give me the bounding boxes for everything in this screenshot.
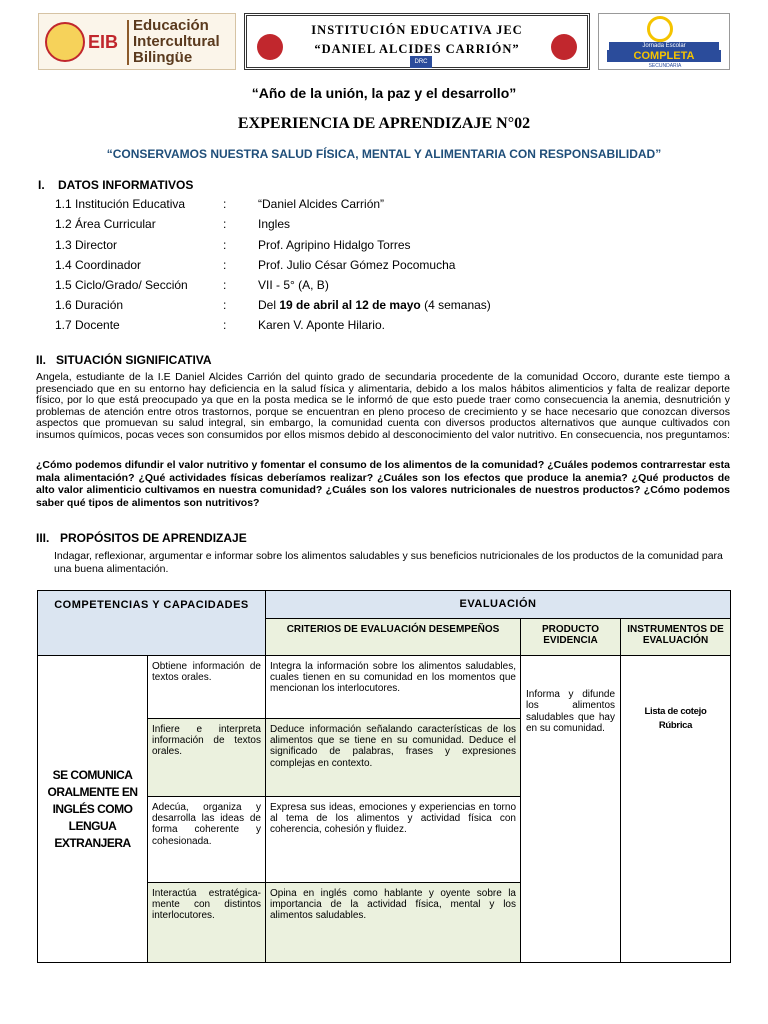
capacity-cell: Infiere e interpreta información de textos orales. [147,718,266,797]
logo-divider [127,20,129,65]
info-colon: : [223,258,227,272]
header-competencias: COMPETENCIAS Y CAPACIDADES [37,590,266,656]
guiding-questions: ¿Cómo podemos difundir el valor nutritivo y fomentar el consumo de los alimentos de la comunidad? ¿Cuáles podemos contrarrestar esta mala alimentación? ¿Qué actividades físicas deberíamos realizar? ¿Cuáles son los efectos que produce la anemia? ¿Qué productos de alto valor alimenticio cultivamos en nuestra comunidad? ¿Cuáles son los valores nutricionales de nuestros productos? ¿Cómo podemos saber qué tipos de alimentos son nutritivos? [36,459,730,509]
info-value: Ingles [258,217,291,231]
duration-dates: 19 de abril al 12 de mayo [279,298,421,312]
eib-text [133,18,220,66]
criteria-cell: Integra la información sobre los alimentos saludables, cuales tienen en su comunidad en los momentos que mencionan los interlocutores. [265,655,521,719]
criteria-cell: Opina en inglés como hablante y oyente sobre la importancia de la actividad física, mental y los alimentos saludables. [265,882,521,963]
capacity-cell: Interactúa estratégica- mente con distintos interlocutores. [147,882,266,963]
info-value: VII - 5° (A, B) [258,278,329,292]
info-colon: : [223,278,227,292]
experience-theme: “CONSERVAMOS NUESTRA SALUD FÍSICA, MENTAL Y ALIMENTARIA CON RESPONSABILIDAD” [106,147,662,161]
header-producto: PRODUCTO EVIDENCIA [520,618,621,656]
jec-logo [598,13,730,70]
header-evaluacion: EVALUACIÓN [265,590,731,619]
drc-shield-icon: DRC [410,56,432,68]
duration-prefix: Del [258,298,277,312]
info-value: Prof. Agripino Hidalgo Torres [258,238,411,252]
clock-icon [647,16,673,42]
instrument-item: Rúbrica [658,720,693,731]
section-2-title: SITUACIÓN SIGNIFICATIVA [56,353,212,367]
learning-purpose-text: Indagar, reflexionar, argumentar e informar sobre los alimentos saludables y sus beneficios nutricionales de los productos de la comunidad para una buena alimentación. [54,550,723,575]
instrument-item: Lista de cotejo [644,706,707,717]
eib-line-2: Intercultural [133,33,220,50]
section-1-number: I. [38,178,45,192]
competence-cell [37,655,148,963]
section-2-number: II. [36,353,47,367]
eib-logo [38,13,236,70]
info-label: 1.2 Área Curricular [55,217,156,231]
criteria-cell: Expresa sus ideas, emociones y experiencias en torno al tema de los alimentos y actividad física con coherencia, cohesión y fluidez. [265,796,521,883]
capacity-cell: Obtiene información de textos orales. [147,655,266,719]
capacity-cell: Adecúa, organiza y desarrolla las ideas de forma coherente y cohesionada. [147,796,266,883]
info-value [258,298,491,312]
header-instrumentos: INSTRUMENTOS DE EVALUACIÓN [620,618,731,656]
section-3-heading [36,531,247,545]
criteria-cell: Deduce información señalando características de los alimentos que se tiene en su comunidad. Deduce el significado de palabras, frases y expresiones complejas en contexto. [265,718,521,797]
info-colon: : [223,217,227,231]
jec-main: COMPLETA [607,50,721,62]
info-label: 1.3 Director [55,238,118,252]
product-evidence: Informa y difunde los alimentos saludables que hay en su comunidad. [526,689,615,735]
info-value: Karen V. Aponte Hilario. [258,318,385,332]
info-value: Prof. Julio César Gómez Pocomucha [258,258,456,272]
eib-emblem-icon [45,22,85,62]
section-1-title: DATOS INFORMATIVOS [58,178,194,192]
jec-bottom: SECUNDARIA [648,63,682,69]
duration-weeks: (4 semanas) [424,298,491,312]
info-label: 1.7 Docente [55,318,120,332]
section-3-number: III. [36,531,50,545]
info-colon: : [223,197,227,211]
eib-line-1: Educación [133,17,209,34]
experience-title: EXPERIENCIA DE APRENDIZAJE N°02 [237,115,531,132]
competence-name: SE COMUNICA ORALMENTE EN INGLÉS COMO LENGUA EXTRANJERA [47,767,138,850]
year-motto: “Año de la unión, la paz y el desarrollo” [251,85,517,101]
institution-name-line2: “DANIEL ALCIDES CARRIÓN” [314,42,520,56]
section-2-heading [36,353,212,367]
info-colon: : [223,318,227,332]
jec-top: Jornada Escolar [609,42,719,50]
info-label: 1.1 Institución Educativa [55,197,186,211]
eib-abbr: EIB [88,32,119,52]
section-3-title: PROPÓSITOS DE APRENDIZAJE [60,531,247,545]
info-label: 1.6 Duración [55,298,124,312]
info-label: 1.5 Ciclo/Grado/ Sección [55,278,188,292]
info-colon: : [223,238,227,252]
institution-banner [244,13,590,70]
significant-situation-text: Angela, estudiante de la I.E Daniel Alcides Carrión del quinto grado de secundaria procedente de la comunidad Occoro, durante este tiempo a presenciado que en su entorno hay deficiencia en la salud física y alimentaria, debido a los malos hábitos alimenticios y falta de realizar deporte físico, por lo que está preocupado ya que en la posta medica se le informó de que esto puede traer como consecuencia la anemia, desnutrición y problemas de atención entre otros trastornos, porque se encuentran en pleno proceso de crecimiento y se hace necesario que conozcan diversos aspectos que promuevan su salud integral, sin embargo, la comunidad cuenta con diversos productos alternativos que aunque cultivados con insumos químicos, pocas veces son consumidos por ellos mismos debido al desconocimiento del valor nutritivo. En consecuencia, nos preguntamos: [36,371,730,441]
info-value: “Daniel Alcides Carrión” [258,197,385,211]
eib-line-3: Bilingüe [133,49,193,66]
info-label: 1.4 Coordinador [55,258,142,272]
instruments-cell [620,655,731,963]
product-cell [520,655,621,963]
section-1-heading [38,178,193,192]
institution-name-line1: INSTITUCIÓN EDUCATIVA JEC [311,23,523,37]
header-criterios: CRITERIOS DE EVALUACIÓN DESEMPEÑOS [265,618,521,656]
info-colon: : [223,298,227,312]
